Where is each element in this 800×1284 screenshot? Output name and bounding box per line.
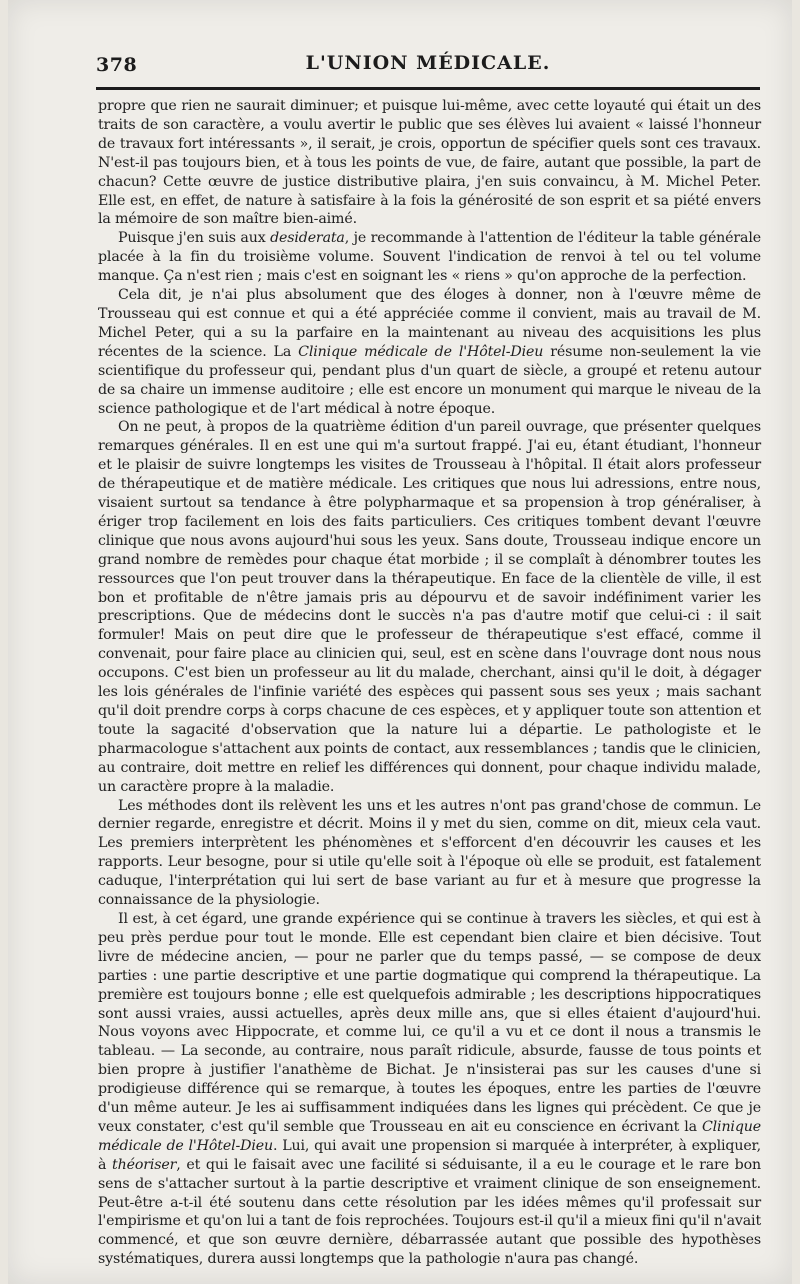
- italic-text: théoriser: [112, 1156, 177, 1173]
- text-run: propre que rien ne saurait diminuer; et puisque lui-même, avec cette loyauté qui était un des traits de son caractère, a voulu avertir le public que ses élèves lui avaient « laissé l'honneur de travaux fort intéressants », il serait, je crois, opportun de spécifier quels sont ces travaux. N'est-il pas toujours bien, et à tous les points de vue, de faire, autant que possible, la part de chacun? Cette œuvre de justice distributive plaira, j'en suis convaincu, à M. Michel Peter. Elle est, en effet, de nature à satisfaire à la fois la générosité de son esprit et sa piété envers la mémoire de son maître bien-aimé.: [98, 98, 761, 228]
- text-run: Il est, à cet égard, une grande expérience qui se continue à travers les siècles, et qui est à peu près perdue pour tout le monde. Elle est cependant bien claire et bien décisive. Tout livre de médecine ancien, — pour ne parler que du temps passé, — se compose de deux parties : une partie descriptive et une partie dogmatique qui comprend la thérapeutique. La première est toujours bonne ; elle est quelquefois admirable ; les descriptions hippocratiques sont aussi vraies, aussi actuelles, après deux mille ans, que si elles étaient d'aujourd'hui. Nous voyons avec Hippocrate, et comme lui, ce qu'il a vu et ce dont il nous a transmis le tableau. — La seconde, au contraire, nous paraît ridicule, absurde, fausse de tous points et bien propre à justifier l'anathème de Bichat. Je n'insisterai pas sur les causes d'une si prodigieuse différence qui se remarque, à toutes les époques, entre les parties de l'œuvre d'un même auteur. Je les ai suffisamment indiquées dans les lignes qui précèdent. Ce que je veux constater, c'est qu'il semble que Trousseau en ait eu conscience en écrivant la: [98, 910, 761, 1135]
- paragraph: [98, 286, 761, 418]
- journal-title: L'UNION MÉDICALE.: [305, 52, 551, 74]
- page-number: 378: [96, 54, 138, 76]
- paragraph: [98, 418, 761, 796]
- text-run: , et qui le faisait avec une facilité si séduisante, il a eu le courage et le rare bon sens de s'attacher surtout à la partie descriptive et vraiment clinique de son enseignement. Peut-être a-t-il été soutenu dans cette résolution par les idées mêmes qu'il professait sur l'empirisme et qu'on lui a tant de fois reprochées. Toujours est-il qu'il a mieux fini qu'il n'avait commencé, et que son œuvre dernière, débarrassée autant que possible des hypothèses systématiques, durera aussi longtemps que la pathologie n'aura pas changé.: [98, 1156, 761, 1268]
- article-body: [98, 97, 761, 1269]
- italic-text: Clinique médicale de l'Hôtel-Dieu: [298, 343, 544, 360]
- italic-text: desiderata: [270, 230, 345, 247]
- text-run: résume non-seulement la vie scientifique du professeur qui, pendant plus d'un quart de siècle, a groupé et retenu autour de sa chaire un immense auditoire ; elle est encore un monument qui marque le niveau de la science pathologique et de l'art médical à notre époque.: [98, 343, 761, 417]
- text-run: , je recommande à l'attention de l'éditeur la table générale placée à la fin du troisième volume. Souvent l'indication de renvoi à tel ou tel volume manque. Ça n'est rien ; mais c'est en soignant les « riens » qu'on approche de la perfection.: [98, 230, 761, 285]
- text-run: Cela dit, je n'ai plus absolument que des éloges à donner, non à l'œuvre même de Trousseau qui est connue et qui a été appréciée comme il convient, mais au travail de M. Michel Peter, qui a su la parfaire en la maintenant au niveau des acquisitions les plus récentes de la science. La: [98, 287, 761, 360]
- text-run: . Lui, qui avait une propension si marquée à interpréter, à expliquer, à: [98, 1137, 761, 1173]
- header-rule: [96, 87, 760, 90]
- paragraph: [98, 97, 761, 229]
- text-run: Puisque j'en suis aux: [118, 230, 271, 247]
- paragraph: [98, 910, 761, 1269]
- text-run: Les méthodes dont ils relèvent les uns et les autres n'ont pas grand'chose de commun. Le dernier regarde, enregistre et décrit. Moins il y met du sien, comme on dit, mieux cela vaut. Les premiers interprètent les phénomènes et s'efforcent d'en découvrir les causes et les rapports. Leur besogne, pour si utile qu'elle soit à l'époque où elle se produit, est fatalement caduque, l'interprétation qui lui sert de base variant au fur et à mesure que progresse la connaissance de la physiologie.: [98, 797, 761, 909]
- italic-text: Clinique médicale de l'Hôtel-Dieu: [98, 1118, 761, 1154]
- paragraph: [98, 797, 761, 910]
- paragraph: [98, 229, 761, 286]
- text-run: On ne peut, à propos de la quatrième édition d'un pareil ouvrage, que présenter quelques remarques générales. Il en est une qui m'a surtout frappé. J'ai eu, étant étudiant, l'honneur et le plaisir de suivre longtemps les visites de Trousseau à l'hôpital. Il était alors professeur de thérapeutique et de matière médicale. Les critiques que nous lui adressions, entre nous, visaient surtout sa tendance à être polypharmaque et sa propension à trop généraliser, à ériger trop facilement en lois des faits particuliers. Ces critiques tombent devant l'œuvre clinique que nous avons aujourd'hui sous les yeux. Sans doute, Trousseau indique encore un grand nombre de remèdes pour chaque état morbide ; il se complaît à dénombrer toutes les ressources que l'on peut trouver dans la thérapeutique. En face de la clientèle de ville, il est bon et profitable de n'être jamais pris au dépourvu et de savoir indéfiniment varier les prescriptions. Que de médecins dont le succès n'a pas d'autre motif que celui-ci : il sait formuler! Mais on peut dire que le professeur de thérapeutique s'est effacé, comme il convenait, pour faire place au clinicien qui, seul, est en scène dans l'ouvrage dont nous nous occupons. C'est bien un professeur au lit du malade, cherchant, ainsi qu'il le doit, à dégager les lois générales de l'infinie variété des espèces qui passent sous ses yeux ; mais sachant qu'il doit prendre corps à corps chacune de ces espèces, et y appliquer toute son attention et toute la sagacité d'observation que la nature lui a départie. Le pathologiste et le pharmacologue s'attachent aux points de contact, aux ressemblances ; tandis que le clinicien, au contraire, doit mettre en relief les différences qui donnent, pour chaque individu malade, un caractère propre à la maladie.: [98, 419, 761, 795]
- page-header: [96, 52, 760, 82]
- book-page: [8, 0, 792, 1284]
